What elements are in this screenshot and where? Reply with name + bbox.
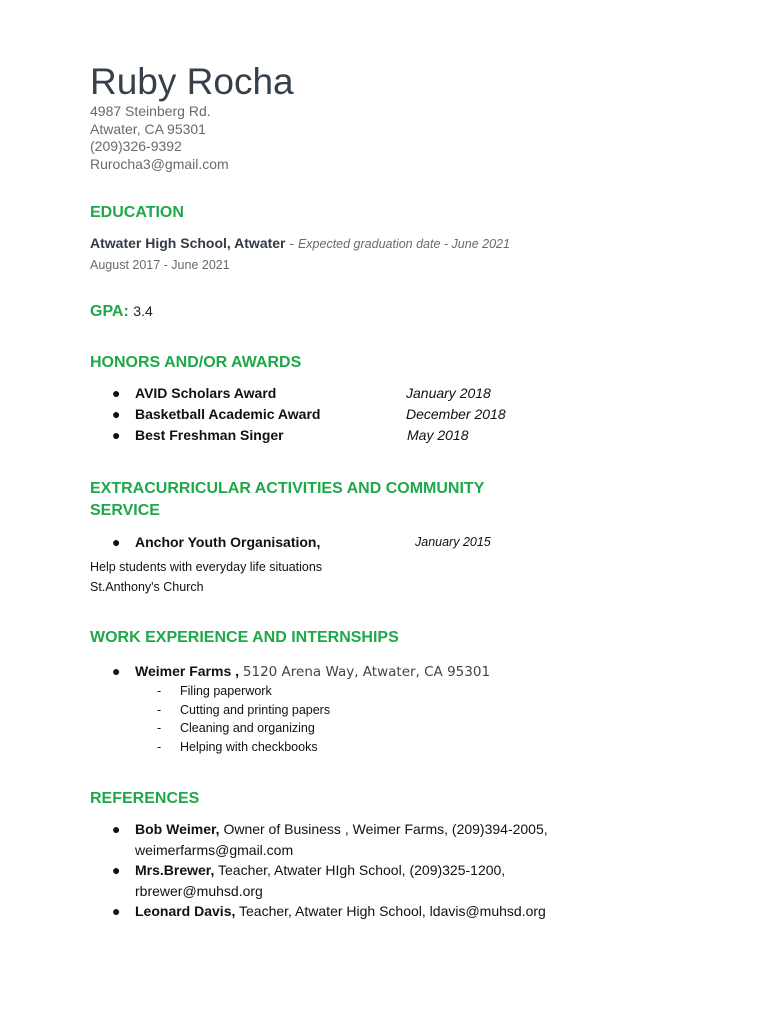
list-item (90, 819, 710, 860)
list-item (90, 661, 690, 682)
bullet-icon: ● (112, 427, 121, 443)
bullet-icon: ● (112, 385, 121, 401)
duty-text: Filing paperwork (180, 684, 272, 698)
extracurricular-heading-line-2: SERVICE (90, 502, 160, 519)
dash-marker: - (157, 702, 162, 717)
education-separator: - (285, 235, 298, 251)
award-date: December 2018 (406, 406, 506, 422)
activity-location: St.Anthony's Church (90, 580, 204, 594)
duty-text: Cutting and printing papers (180, 702, 331, 717)
reference-email: weimerfarms@gmail.com (135, 841, 294, 858)
duty-text: Cleaning and organizing (180, 721, 315, 735)
dash-marker: - (157, 721, 162, 735)
award-title: AVID Scholars Award (135, 385, 277, 401)
contact-block (90, 103, 710, 173)
activity-date: January 2015 (415, 535, 491, 549)
reference-entry (135, 860, 710, 901)
bullet-icon: ● (112, 821, 121, 837)
employer-address: 5120 Arena Way, Atwater, CA 95301 (242, 664, 491, 680)
reference-detail: Teacher, Atwater High School, ldavis@muhsd.org (239, 903, 546, 919)
activity-description: Help students with everyday life situations (90, 560, 323, 574)
gpa-row (90, 300, 710, 323)
expected-graduation: Expected graduation date - June 2021 (297, 237, 510, 251)
reference-name: Leonard Davis, (135, 903, 236, 919)
reference-entry (135, 819, 710, 860)
bullet-icon: ● (112, 663, 121, 679)
gpa-value: 3.4 (133, 303, 153, 319)
employer-name: Weimer Farms , (135, 663, 240, 679)
award-title: Best Freshman Singer (135, 427, 284, 443)
award-date: May 2018 (407, 427, 469, 443)
honors-heading: HONORS AND/OR AWARDS (90, 354, 302, 371)
education-entry (90, 234, 710, 253)
list-item (90, 404, 690, 424)
bullet-icon: ● (112, 406, 121, 422)
extracurricular-heading (90, 478, 710, 522)
duties-list (90, 682, 710, 756)
list-item (90, 701, 710, 720)
bullet-icon: ● (112, 862, 121, 878)
award-date: January 2018 (406, 385, 491, 401)
list-item (90, 901, 710, 922)
gpa-label: GPA: (90, 303, 129, 320)
email-address: Rurocha3@gmail.com (90, 155, 229, 172)
honors-list (90, 383, 710, 445)
list-item (90, 383, 690, 403)
work-heading: WORK EXPERIENCE AND INTERNSHIPS (90, 629, 399, 646)
references-list (90, 819, 710, 922)
education-heading: EDUCATION (90, 204, 184, 221)
extracurricular-heading-line-1: EXTRACURRICULAR ACTIVITIES AND COMMUNITY (90, 480, 485, 497)
education-dates: August 2017 - June 2021 (90, 258, 230, 272)
school-name: Atwater High School, Atwater (90, 235, 286, 251)
employer-line (135, 661, 490, 683)
duty-text: Helping with checkbooks (180, 739, 318, 754)
list-item (90, 425, 690, 445)
reference-detail: Teacher, Atwater HIgh School, (209)325-1200, (218, 862, 506, 878)
resume-name: Ruby Rocha (90, 61, 294, 102)
list-item (90, 532, 690, 552)
list-item (90, 719, 710, 738)
list-item (90, 738, 710, 757)
bullet-icon: ● (112, 903, 121, 919)
dash-marker: - (157, 739, 162, 754)
reference-entry (135, 901, 710, 922)
award-title: Basketball Academic Award (135, 406, 321, 422)
phone-number: (209)326-9392 (90, 138, 182, 154)
reference-name: Bob Weimer, (135, 821, 220, 837)
reference-email: rbrewer@muhsd.org (135, 882, 263, 899)
activity-title: Anchor Youth Organisation, (135, 534, 321, 550)
address-line-2: Atwater, CA 95301 (90, 120, 206, 137)
bullet-icon: ● (112, 534, 121, 550)
address-line-1: 4987 Steinberg Rd. (90, 103, 211, 119)
list-item (90, 682, 710, 701)
dash-marker: - (157, 684, 162, 698)
reference-name: Mrs.Brewer, (135, 862, 215, 878)
references-heading: REFERENCES (90, 790, 200, 807)
resume-page (90, 56, 710, 922)
list-item (90, 860, 710, 901)
reference-detail: Owner of Business , Weimer Farms, (209)394-2005, (223, 821, 548, 837)
